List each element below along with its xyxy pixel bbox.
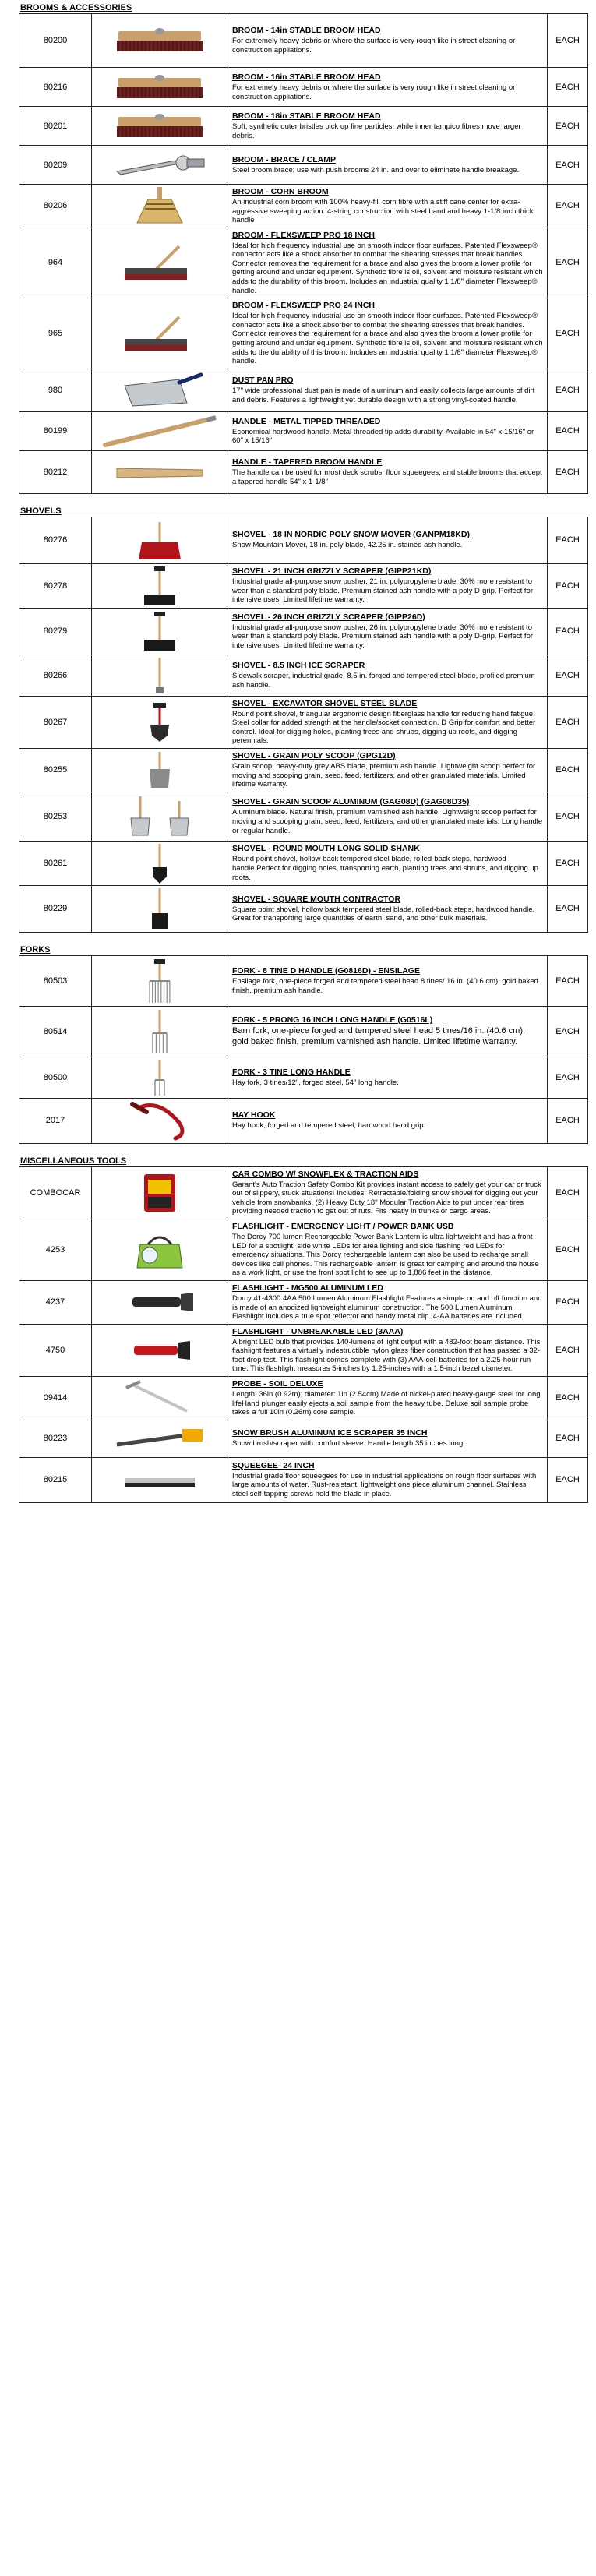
product-code: 80229 [19,885,92,932]
product-image [92,517,227,563]
product-title: CAR COMBO W/ SNOWFLEX & TRACTION AIDS [232,1169,419,1179]
product-description: Length: 36in (0.92m); diameter: 1in (2.54cm) Made of nickel-plated heavy-gauge steel for long lifeHand plunger easily ejects a soil sample from the heavy tube. Deluxe soil sample probe takes a full 10in (0.26m) core sample. [232,1389,541,1417]
product-image [92,655,227,696]
product-code: 80278 [19,563,92,608]
product-title: BROOM - FLEXSWEEP PRO 24 INCH [232,301,375,311]
table-row [19,1219,588,1281]
product-description-cell [227,107,548,146]
product-image [92,369,227,411]
product-image [92,411,227,450]
product-image [92,185,227,228]
product-code: 80253 [19,792,92,841]
table-row [19,748,588,792]
product-title: FLASHLIGHT - EMERGENCY LIGHT / POWER BANK USB [232,1222,454,1232]
product-title: BROOM - BRACE / CLAMP [232,154,336,164]
product-code: 2017 [19,1098,92,1143]
unit-of-measure: EACH [548,1420,588,1457]
brace-clamp-icon [92,150,227,181]
broom-head-icon [92,111,227,142]
unit-of-measure: EACH [548,1324,588,1376]
product-description-cell [227,1219,548,1281]
unit-of-measure: EACH [548,885,588,932]
product-description: Garant's Auto Traction Safety Combo Kit provides instant access to safely get your car or truck out of slippery, stuck situations! Includes: Retractable/folding snow shovel for digging out your vehicle from snowbanks. (2) Heavy Duty 18" Modular Traction Aids to put under rear tires providing needed traction to get out of ruts. Fits neatly in trunks or cargo areas. [232,1180,541,1216]
table-row [19,411,588,450]
product-image [92,955,227,1006]
product-description-cell [227,1280,548,1324]
product-image [92,1057,227,1098]
product-title: BROOM - 18in STABLE BROOM HEAD [232,111,381,121]
table-row [19,1006,588,1057]
table-row [19,369,588,411]
round-mouth-shovel-icon [92,842,227,884]
product-title: SHOVEL - 26 INCH GRIZZLY SCRAPER (GIPP26D) [232,612,425,622]
product-code: 965 [19,298,92,369]
product-title: BROOM - FLEXSWEEP PRO 18 INCH [232,230,375,240]
dust-pan-icon [92,372,227,409]
unit-of-measure: EACH [548,608,588,655]
product-code: 80276 [19,517,92,563]
product-table [19,13,588,494]
product-description: Ensilage fork, one-piece forged and tempered steel head 8 tines/ 16 in. (40.6 cm), gold baked finish, premium ash handle. [232,977,538,995]
product-description: A bright LED bulb that provides 140-lumens of light output with a 482-foot beam distance. This flashlight features a virtually indestructible nylon glass fiber construction that has passed a 32-foot drop test. This flashlight comes complete with (3) AAA-cell batteries for a 2.25-hour run time. This flashlight measures 5-inches by 1.25-inches with a 1.5-inch bezel diameter. [232,1337,541,1374]
product-image [92,1420,227,1457]
product-image [92,1098,227,1143]
product-description-cell [227,563,548,608]
product-description-cell [227,1376,548,1420]
unit-of-measure: EACH [548,517,588,563]
product-image [92,450,227,493]
product-image [92,298,227,369]
product-description-cell [227,608,548,655]
table-row [19,885,588,932]
snow-scraper-icon [92,565,227,607]
square-mouth-shovel-icon [92,887,227,930]
product-description: Aluminum blade. Natural finish, premium varnished ash handle. Lightweight scoop perfect for moving and scooping grain, seed, feed, fertilizers, and other granulated materials. Long handle or regular handle. [232,808,543,835]
unit-of-measure: EACH [548,563,588,608]
unit-of-measure: EACH [548,369,588,411]
squeegee-icon [92,1464,227,1495]
product-table [19,517,588,933]
product-description-cell [227,1324,548,1376]
product-title: BROOM - 16in STABLE BROOM HEAD [232,72,381,82]
push-broom-icon [92,314,227,353]
product-description: Round point shovel, triangular ergonomic design fiberglass handle for reducing hand fatigue. Steel collar for added strength at the handle/socket connection. D Grip for comfort and better control. Ideal for digging holes, planting trees and shrubs, digging up roots, and digging perennials. [232,709,536,746]
product-title: SHOVEL - GRAIN POLY SCOOP (GPG12D) [232,750,396,760]
product-title: HAY HOOK [232,1110,276,1120]
barn-fork-icon [92,1008,227,1055]
product-description-cell [227,517,548,563]
product-title: HANDLE - TAPERED BROOM HANDLE [232,457,383,468]
unit-of-measure: EACH [548,841,588,885]
product-description: Ideal for high frequency industrial use on smooth indoor floor surfaces. Patented Flexsweep® connector acts like a shock absorber to combat the shearing stresses that break handles. Connector removes the requirement for a brace and also gives the broom a lower profile for getting around and under equipment. Synthetic fibre is oil, solvent and moisture resistant which adds to the durability of this broom. Includes an industrial quality 1 1/8" diameter Flexsweep® handle. [232,241,543,295]
product-description-cell [227,1166,548,1219]
product-title: DUST PAN PRO [232,376,294,386]
unit-of-measure: EACH [548,955,588,1006]
section-title: MISCELLANEOUS TOOLS [20,1156,127,1166]
unit-of-measure: EACH [548,68,588,107]
car-combo-kit-icon [92,1172,227,1214]
section-title: FORKS [20,944,51,955]
unit-of-measure: EACH [548,185,588,228]
product-description-cell [227,228,548,298]
product-code: 80267 [19,696,92,748]
product-image [92,228,227,298]
unit-of-measure: EACH [548,228,588,298]
product-description: For extremely heavy debris or where the surface is very rough like in street cleaning or construction appliations. [232,83,516,101]
product-description-cell [227,14,548,68]
product-description: Dorcy 41-4300 4AA 500 Lumen Aluminum Flashlight Features a simple on and off function and is made of an anodized lightweight aluminum construction. The 500 Lumen Aluminum Flashlight includes a true spot reflector and handy metal clip. 4-AA batteries are included. [232,1293,542,1322]
unit-of-measure: EACH [548,1057,588,1098]
product-image [92,792,227,841]
product-code: 80500 [19,1057,92,1098]
product-code: 80503 [19,955,92,1006]
product-image [92,748,227,792]
product-description-cell [227,68,548,107]
product-image [92,146,227,185]
unit-of-measure: EACH [548,1457,588,1502]
product-code: 80201 [19,107,92,146]
unit-of-measure: EACH [548,696,588,748]
snow-brush-icon [92,1423,227,1454]
product-description-cell [227,1098,548,1143]
product-description-cell [227,146,548,185]
broom-head-icon [92,72,227,103]
product-description-cell [227,841,548,885]
ensilage-fork-icon [92,958,227,1004]
product-description-cell [227,885,548,932]
product-code: COMBOCAR [19,1166,92,1219]
product-image [92,1280,227,1324]
product-title: PROBE - SOIL DELUXE [232,1378,323,1389]
product-image [92,14,227,68]
product-description-cell [227,655,548,696]
product-image [92,885,227,932]
product-image [92,68,227,107]
product-code: 80215 [19,1457,92,1502]
product-table [19,1166,588,1503]
product-title: SNOW BRUSH ALUMINUM ICE SCRAPER 35 INCH [232,1428,428,1438]
product-image [92,841,227,885]
product-description: Snow Mountain Mover, 18 in. poly blade, 42.25 in. stained ash handle. [232,541,463,550]
product-description-cell [227,369,548,411]
lantern-icon [92,1229,227,1271]
product-code: 80514 [19,1006,92,1057]
unit-of-measure: EACH [548,411,588,450]
snow-mover-icon [92,519,227,561]
product-table [19,955,588,1144]
product-code: 964 [19,228,92,298]
product-code: 80209 [19,146,92,185]
table-row [19,298,588,369]
product-code: 80206 [19,185,92,228]
excavator-shovel-icon [92,701,227,743]
product-code: 980 [19,369,92,411]
product-title: SHOVEL - ROUND MOUTH LONG SOLID SHANK [232,844,420,854]
product-code: 80212 [19,450,92,493]
table-row [19,563,588,608]
product-description: For extremely heavy debris or where the surface is very rough like in street cleaning or construction appliations. [232,37,516,55]
product-code: 80279 [19,608,92,655]
product-code: 80255 [19,748,92,792]
unit-of-measure: EACH [548,107,588,146]
product-code: 80261 [19,841,92,885]
unit-of-measure: EACH [548,146,588,185]
product-description: Industrial grade all-purpose snow pusher, 26 in. polypropylene blade. 30% more resistant to wear than a standard poly blade. Premium stained ash handle with a poly D-grip. Perfect for intensive uses. Limited lifetime warranty. [232,623,534,650]
table-row [19,1420,588,1457]
product-code: 80216 [19,68,92,107]
corn-broom-icon [92,187,227,224]
product-title: FLASHLIGHT - MG500 ALUMINUM LED [232,1283,383,1293]
broom-head-icon [92,25,227,56]
product-title: SHOVEL - GRAIN SCOOP ALUMINUM (GAG08D) (GAG08D35) [232,797,470,807]
product-image [92,696,227,748]
product-title: BROOM - CORN BROOM [232,187,329,196]
unit-of-measure: EACH [548,1006,588,1057]
section [19,942,588,1144]
product-description: The handle can be used for most deck scrubs, floor squeegees, and stable brooms that accept a tapered handle 54" x 1-1/8" [232,468,542,486]
table-row [19,1376,588,1420]
product-description: Industrial grade floor squeegees for use in industrial applications on rough floor surfaces with large amounts of water. Rust-resistant, lightweight one piece aluminum channel. Stainless steel self-tapping screws hold the blade in place. [232,1471,537,1498]
table-row [19,1324,588,1376]
table-row [19,792,588,841]
table-row [19,1166,588,1219]
unit-of-measure: EACH [548,1280,588,1324]
product-description-cell [227,298,548,369]
product-title: SQUEEGEE- 24 INCH [232,1460,315,1470]
unit-of-measure: EACH [548,1219,588,1281]
product-description-cell [227,1006,548,1057]
product-description: Soft, synthetic outer bristles pick up fine particles, while inner tampico fibres move larger debris. [232,122,521,140]
aluminum-scoop-icon [92,795,227,838]
table-row [19,14,588,68]
hay-hook-icon [92,1099,227,1142]
unit-of-measure: EACH [548,1376,588,1420]
product-image [92,1006,227,1057]
soil-probe-icon [92,1380,227,1416]
product-image [92,1166,227,1219]
product-image [92,1457,227,1502]
product-description-cell [227,1457,548,1502]
section-title: SHOVELS [20,506,62,516]
table-row [19,450,588,493]
table-row [19,185,588,228]
table-row [19,655,588,696]
product-description: Sidewalk scraper, industrial grade, 8.5 in. forged and tempered steel blade, profiled premium ash handle. [232,672,535,690]
table-row [19,1098,588,1143]
product-code: 80266 [19,655,92,696]
table-row [19,228,588,298]
push-broom-icon [92,243,227,282]
product-image [92,1219,227,1281]
product-description-cell [227,748,548,792]
unit-of-measure: EACH [548,298,588,369]
hay-fork-icon [92,1058,227,1097]
unit-of-measure: EACH [548,1098,588,1143]
product-image [92,1376,227,1420]
product-description: Industrial grade all-purpose snow pusher, 21 in. polypropylene blade. 30% more resistant to wear than a standard poly blade. Premium stained ash handle with a poly D-grip. Perfect for intensive uses. Limited lifetime warranty. [232,577,534,605]
tapered-handle-icon [92,461,227,484]
product-description: An industrial corn broom with 100% heavy-fill corn fibre with a stiff cane center for extra-aggressive sweeping action. 4-string construction with steel band and heavy 1-1/8 inch thick handle [232,198,534,225]
product-code: 80200 [19,14,92,68]
table-row [19,1057,588,1098]
unit-of-measure: EACH [548,14,588,68]
product-code: 80199 [19,411,92,450]
product-image [92,608,227,655]
product-code: 80223 [19,1420,92,1457]
product-title: FORK - 5 PRONG 16 INCH LONG HANDLE (G0516L) [232,1015,433,1025]
product-description-cell [227,792,548,841]
product-title: BROOM - 14in STABLE BROOM HEAD [232,26,381,36]
section [19,503,588,933]
product-description-cell [227,1057,548,1098]
unit-of-measure: EACH [548,748,588,792]
ice-scraper-icon [92,656,227,695]
product-title: HANDLE - METAL TIPPED THREADED [232,416,381,426]
table-row [19,1457,588,1502]
table-row [19,107,588,146]
threaded-handle-icon [92,414,227,448]
red-flashlight-icon [92,1335,227,1366]
product-title: SHOVEL - 18 IN NORDIC POLY SNOW MOVER (GANPM18KD) [232,530,470,540]
table-row [19,841,588,885]
product-description-cell [227,955,548,1006]
table-row [19,1280,588,1324]
table-row [19,608,588,655]
product-image [92,1324,227,1376]
product-description: Round point shovel, hollow back tempered steel blade, rolled-back steps, hardwood handle.Perfect for digging holes, transporting earth, planting trees and shrubs, and digging up roots. [232,855,538,882]
table-row [19,517,588,563]
unit-of-measure: EACH [548,792,588,841]
product-title: FORK - 3 TINE LONG HANDLE [232,1067,351,1077]
product-description-cell [227,696,548,748]
product-code: 4750 [19,1324,92,1376]
product-code: 4237 [19,1280,92,1324]
product-title: SHOVEL - 21 INCH GRIZZLY SCRAPER (GIPP21KD) [232,566,432,577]
grain-scoop-icon [92,750,227,789]
unit-of-measure: EACH [548,1166,588,1219]
table-row [19,696,588,748]
section [19,1153,588,1503]
product-description: 17" wide professional dust pan is made of aluminum and easily collects large amounts of dirt and debris. Features a lightweight yet durable design with a strong vinyl-coated handle. [232,386,535,404]
product-description: Square point shovel, hollow back tempered steel blade, rolled-back steps, hardwood handle. Great for transporting large quantities of earth, sand, and other bulk materials. [232,905,535,923]
unit-of-measure: EACH [548,450,588,493]
table-row [19,955,588,1006]
product-code: 4253 [19,1219,92,1281]
flashlight-icon [92,1286,227,1318]
product-description: Snow brush/scraper with comfort sleeve. Handle length 35 inches long. [232,1439,465,1449]
product-description: Economical hardwood handle. Metal threaded tip adds durability. Available in 54" x 15/16" or 60" x 15/16" [232,427,534,446]
unit-of-measure: EACH [548,655,588,696]
product-title: SHOVEL - SQUARE MOUTH CONTRACTOR [232,894,401,904]
product-title: SHOVEL - 8.5 INCH ICE SCRAPER [232,661,365,671]
product-description-cell [227,185,548,228]
product-description: Barn fork, one-piece forged and tempered steel head 5 tines/16 in. (40.6 cm), gold baked finish, premium varnished ash handle. Limited lifetime warranty. [232,1025,526,1046]
product-description: Hay fork, 3 tines/12", forged steel, 54" long handle. [232,1078,399,1087]
product-title: FLASHLIGHT - UNBREAKABLE LED (3AAA) [232,1326,404,1336]
product-description-cell [227,1420,548,1457]
snow-scraper-icon [92,610,227,652]
product-title: FORK - 8 TINE D HANDLE (G0816D) - ENSILAGE [232,966,420,976]
product-description: Ideal for high frequency industrial use on smooth indoor floor surfaces. Patented Flexsweep® connector acts like a shock absorber to combat the shearing stresses that break handles. Connector removes the requirement for a brace and also gives the broom a lower profile for getting around and under equipment. Synthetic fibre is oil, solvent and moisture resistant which adds to the durability of this broom. Includes an industrial quality 1 1/8" diameter Flexsweep® handle. [232,312,543,366]
section [19,0,588,494]
product-code: 09414 [19,1376,92,1420]
table-row [19,68,588,107]
product-description: Steel broom brace; use with push brooms 24 in. and over to eliminate handle breakage. [232,165,520,175]
product-description-cell [227,450,548,493]
table-row [19,146,588,185]
product-description: Hay hook, forged and tempered steel, hardwood hand grip. [232,1121,426,1131]
section-title: BROOMS & ACCESSORIES [20,3,132,12]
product-image [92,563,227,608]
product-description-cell [227,411,548,450]
product-description: Grain scoop, heavy-duty grey ABS blade, premium ash handle. Lightweight scoop perfect for moving and scooping grain, seed, feed, fertilizers, and other granulated materials. Limited lifetime warranty. [232,761,536,789]
product-image [92,107,227,146]
product-description: The Dorcy 700 lumen Rechargeable Power Bank Lantern is ultra lightweight and has a front LED for a spotlight; side white LEDs for area lighting and side flashing red LEDs for emergency situations. This Dorcy rechargeable lantern can also be used to recharge small devices like cell phones. This rechargeable lantern is great for camping and around the house as a work light, or use the front spot light to see up to 1,886 feet in the distance. [232,1233,539,1278]
product-title: SHOVEL - EXCAVATOR SHOVEL STEEL BLADE [232,698,418,708]
